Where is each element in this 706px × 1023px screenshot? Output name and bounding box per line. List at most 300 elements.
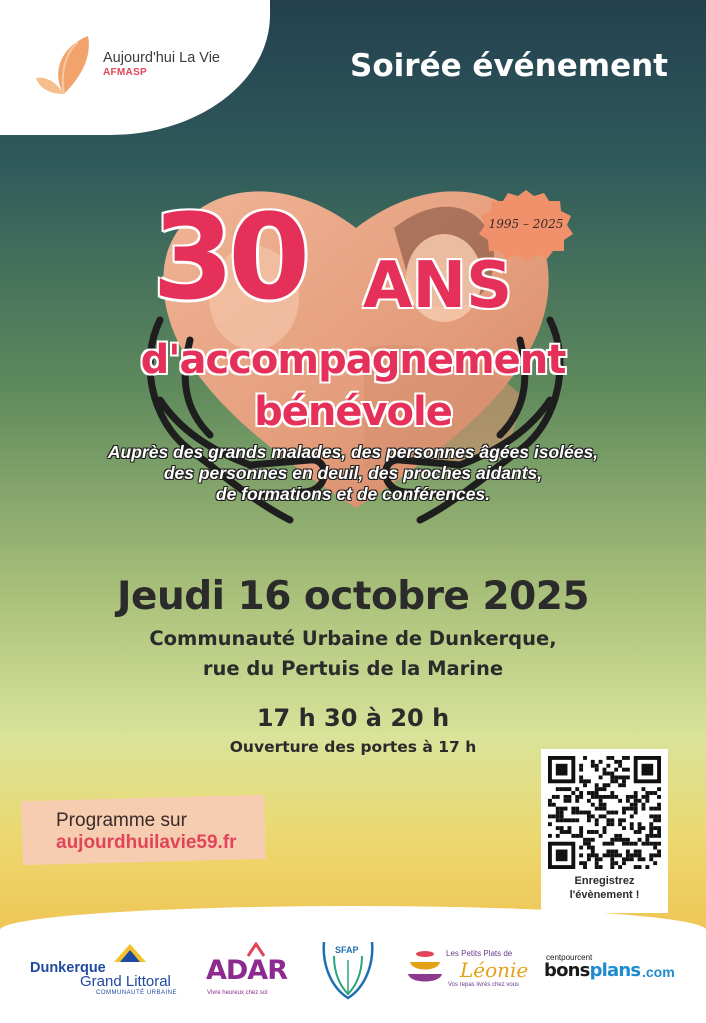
- qr-module: [614, 760, 618, 764]
- qr-module: [642, 795, 646, 799]
- qr-module: [622, 779, 626, 783]
- qr-module: [579, 846, 583, 850]
- qr-module: [606, 783, 610, 787]
- qr-module: [657, 842, 661, 846]
- qr-module: [634, 842, 638, 846]
- qr-module: [567, 826, 571, 830]
- qr-module: [645, 791, 649, 795]
- qr-module: [606, 850, 610, 854]
- qr-module: [653, 853, 657, 857]
- description-line: Auprès des grands malades, des personnes âgées isolées,: [107, 442, 599, 462]
- qr-module: [583, 861, 587, 865]
- qr-module: [603, 826, 607, 830]
- qr-module: [579, 779, 583, 783]
- qr-module: [603, 783, 607, 787]
- qr-module: [556, 826, 560, 830]
- qr-module: [634, 803, 638, 807]
- qr-module: [626, 807, 630, 811]
- qr-module: [579, 775, 583, 779]
- qr-module: [614, 811, 618, 815]
- qr-module: [653, 842, 657, 846]
- qr-module: [599, 795, 603, 799]
- qr-module: [657, 803, 661, 807]
- qr-module: [614, 834, 618, 838]
- qr-module: [610, 850, 614, 854]
- qr-module: [657, 826, 661, 830]
- qr-module: [618, 760, 622, 764]
- qr-module: [583, 779, 587, 783]
- qr-module: [587, 799, 591, 803]
- qr-module: [560, 818, 564, 822]
- qr-module: [595, 768, 599, 772]
- qr-module: [579, 861, 583, 865]
- qr-module: [642, 787, 646, 791]
- qr-module: [591, 850, 595, 854]
- event-time: 17 h 30 à 20 h: [256, 704, 450, 732]
- qr-module: [649, 842, 653, 846]
- qr-module: [610, 779, 614, 783]
- qr-module: [575, 799, 579, 803]
- qr-module: [599, 775, 603, 779]
- qr-module: [587, 791, 591, 795]
- qr-module: [587, 838, 591, 842]
- qr-caption: [541, 874, 668, 902]
- qr-module: [583, 865, 587, 869]
- qr-module: [638, 865, 642, 869]
- org-name: Aujourd'hui La Vie: [103, 50, 220, 66]
- qr-module: [645, 799, 649, 803]
- qr-module: [626, 838, 630, 842]
- qr-module: [630, 826, 634, 830]
- qr-module: [587, 818, 591, 822]
- qr-module: [595, 853, 599, 857]
- qr-module: [599, 760, 603, 764]
- qr-module: [579, 791, 583, 795]
- qr-module: [548, 803, 552, 807]
- qr-module: [610, 853, 614, 857]
- qr-module: [657, 795, 661, 799]
- qr-module: [610, 791, 614, 795]
- partner-leonie-tag: Vos repas livrés chez vous: [448, 982, 520, 988]
- qr-module: [587, 779, 591, 783]
- qr-module: [603, 772, 607, 776]
- partner-adar: ADAR: [206, 955, 287, 986]
- qr-module: [653, 807, 657, 811]
- qr-module: [657, 787, 661, 791]
- qr-module: [606, 818, 610, 822]
- qr-module: [618, 865, 622, 869]
- qr-module: [634, 799, 638, 803]
- qr-module: [571, 818, 575, 822]
- qr-module: [583, 838, 587, 842]
- bowls-icon: [404, 948, 446, 988]
- qr-module: [610, 822, 614, 826]
- qr-module: [556, 814, 560, 818]
- qr-module: [653, 861, 657, 865]
- qr-module: [606, 772, 610, 776]
- qr-module: [610, 795, 614, 799]
- qr-module: [575, 834, 579, 838]
- qr-module: [610, 857, 614, 861]
- qr-module: [626, 756, 630, 760]
- qr-module: [638, 850, 642, 854]
- qr-module: [630, 857, 634, 861]
- qr-module: [645, 838, 649, 842]
- qr-module: [649, 857, 653, 861]
- qr-module: [618, 799, 622, 803]
- qr-module: [657, 834, 661, 838]
- qr-module: [560, 814, 564, 818]
- qr-module: [642, 826, 646, 830]
- program-link[interactable]: aujourdhuilavie59.fr: [56, 832, 237, 853]
- qr-module: [630, 853, 634, 857]
- qr-module: [626, 768, 630, 772]
- qr-module: [657, 853, 661, 857]
- qr-module: [603, 795, 607, 799]
- qr-module: [575, 811, 579, 815]
- years-range: 1995 – 2025: [488, 217, 564, 231]
- program-label: Programme sur: [56, 810, 187, 831]
- org-subtitle: AFMASP: [103, 67, 148, 78]
- qr-module: [642, 803, 646, 807]
- qr-module: [587, 853, 591, 857]
- qr-module: [626, 842, 630, 846]
- qr-module: [579, 834, 583, 838]
- qr-module: [567, 830, 571, 834]
- description: [0, 442, 706, 505]
- qr-module: [603, 807, 607, 811]
- qr-module: [653, 814, 657, 818]
- qr-module: [618, 822, 622, 826]
- qr-module: [622, 768, 626, 772]
- qr-module: [556, 834, 560, 838]
- qr-module: [599, 803, 603, 807]
- anniversary-number: 30: [152, 188, 305, 326]
- qr-module: [552, 803, 556, 807]
- qr-module: [638, 830, 642, 834]
- qr-module: [622, 775, 626, 779]
- qr-module: [564, 799, 568, 803]
- qr-finder: [556, 850, 568, 862]
- qr-module: [618, 764, 622, 768]
- qr-module: [606, 842, 610, 846]
- qr-module: [645, 842, 649, 846]
- qr-module: [571, 811, 575, 815]
- qr-module: [610, 838, 614, 842]
- qr-module: [595, 807, 599, 811]
- qr-module: [595, 861, 599, 865]
- description-line: de formations et de conférences.: [215, 484, 491, 504]
- qr-module: [591, 764, 595, 768]
- qr-module: [599, 799, 603, 803]
- qr-module: [626, 857, 630, 861]
- anniversary-ans: ANS: [363, 249, 513, 323]
- qr-module: [626, 850, 630, 854]
- qr-module: [571, 807, 575, 811]
- qr-module: [579, 853, 583, 857]
- qr-module: [634, 830, 638, 834]
- qr-module: [575, 795, 579, 799]
- qr-module: [591, 853, 595, 857]
- qr-module: [649, 830, 653, 834]
- qr-module: [603, 814, 607, 818]
- qr-module: [618, 783, 622, 787]
- qr-module: [591, 814, 595, 818]
- qr-module: [583, 783, 587, 787]
- event-place: [0, 624, 706, 684]
- qr-module: [649, 853, 653, 857]
- qr-module: [591, 795, 595, 799]
- qr-module: [579, 811, 583, 815]
- qr-module: [622, 861, 626, 865]
- qr-module: [638, 857, 642, 861]
- qr-module: [567, 799, 571, 803]
- qr-module: [567, 818, 571, 822]
- qr-module: [638, 799, 642, 803]
- partner-dunkerque: Dunkerque: [30, 960, 106, 976]
- qr-module: [606, 822, 610, 826]
- qr-module: [606, 764, 610, 768]
- qr-module: [556, 811, 560, 815]
- partner-centpourcent: centpourcent: [546, 953, 593, 962]
- qr-module: [603, 830, 607, 834]
- qr-module: [556, 787, 560, 791]
- qr-module: [548, 814, 552, 818]
- qr-module: [606, 756, 610, 760]
- qr-module: [583, 811, 587, 815]
- qr-module: [587, 811, 591, 815]
- qr-module: [626, 795, 630, 799]
- qr-module: [638, 822, 642, 826]
- qr-module: [657, 818, 661, 822]
- qr-module: [622, 783, 626, 787]
- qr-module: [610, 861, 614, 865]
- qr-module: [556, 795, 560, 799]
- qr-module: [630, 814, 634, 818]
- qr-module: [567, 787, 571, 791]
- qr-module: [614, 861, 618, 865]
- qr-module: [649, 834, 653, 838]
- qr-module: [657, 814, 661, 818]
- qr-module: [556, 818, 560, 822]
- qr-module: [579, 768, 583, 772]
- qr-module: [657, 807, 661, 811]
- qr-module: [649, 814, 653, 818]
- qr-module: [595, 795, 599, 799]
- qr-module: [645, 795, 649, 799]
- qr-module: [653, 826, 657, 830]
- qr-module: [622, 811, 626, 815]
- qr-module: [575, 818, 579, 822]
- qr-module: [634, 850, 638, 854]
- qr-module: [591, 830, 595, 834]
- headline-line1: d'accompagnement: [140, 337, 566, 383]
- qr-module: [634, 865, 638, 869]
- dunkerque-logo-icon: [112, 942, 148, 964]
- qr-module: [614, 775, 618, 779]
- partner-leonie: Léonie: [460, 958, 529, 982]
- qr-module: [657, 830, 661, 834]
- qr-module: [564, 830, 568, 834]
- qr-module: [595, 787, 599, 791]
- qr-module: [614, 850, 618, 854]
- qr-module: [634, 791, 638, 795]
- qr-module: [649, 807, 653, 811]
- qr-module: [653, 846, 657, 850]
- qr-module: [548, 799, 552, 803]
- qr-module: [599, 814, 603, 818]
- qr-module: [634, 795, 638, 799]
- qr-module: [552, 814, 556, 818]
- bonsplans-part1: bons: [544, 960, 590, 981]
- qr-module: [579, 830, 583, 834]
- qr-module: [599, 787, 603, 791]
- qr-module: [649, 826, 653, 830]
- qr-module: [630, 842, 634, 846]
- partner-bonsplans-domain: .com: [642, 964, 675, 980]
- headline-line2: bénévole: [254, 389, 452, 435]
- qr-module: [653, 791, 657, 795]
- qr-module: [642, 807, 646, 811]
- qr-module: [548, 834, 552, 838]
- qr-module: [622, 857, 626, 861]
- qr-module: [622, 818, 626, 822]
- qr-module: [587, 857, 591, 861]
- qr-module: [564, 807, 568, 811]
- bonsplans-part2: plans: [589, 960, 641, 981]
- qr-module: [587, 842, 591, 846]
- qr-module: [630, 807, 634, 811]
- qr-module: [618, 838, 622, 842]
- qr-module: [552, 795, 556, 799]
- qr-module: [560, 826, 564, 830]
- qr-module: [634, 853, 638, 857]
- qr-finder: [556, 764, 568, 776]
- partner-dunkerque-tag: COMMUNAUTÉ URBAINE: [96, 990, 178, 996]
- qr-code[interactable]: [548, 756, 661, 869]
- qr-module: [591, 803, 595, 807]
- qr-module: [610, 842, 614, 846]
- qr-module: [603, 853, 607, 857]
- qr-module: [571, 791, 575, 795]
- qr-module: [649, 822, 653, 826]
- qr-module: [603, 803, 607, 807]
- qr-module: [603, 787, 607, 791]
- qr-module: [556, 807, 560, 811]
- description-line: des personnes en deuil, des proches aidants,: [163, 463, 543, 483]
- qr-module: [638, 838, 642, 842]
- qr-module: [622, 842, 626, 846]
- qr-module: [564, 818, 568, 822]
- qr-module: [579, 764, 583, 768]
- qr-module: [653, 818, 657, 822]
- qr-module: [587, 846, 591, 850]
- qr-module: [645, 834, 649, 838]
- qr-module: [599, 807, 603, 811]
- qr-module: [603, 842, 607, 846]
- qr-caption-line1: Enregistrez: [574, 875, 635, 887]
- qr-module: [595, 764, 599, 768]
- qr-module: [567, 795, 571, 799]
- qr-module: [560, 807, 564, 811]
- qr-module: [649, 791, 653, 795]
- qr-module: [595, 857, 599, 861]
- qr-module: [618, 818, 622, 822]
- butterfly-icon: [30, 32, 100, 98]
- qr-module: [595, 818, 599, 822]
- event-title: Soirée événement: [350, 48, 668, 84]
- qr-module: [610, 811, 614, 815]
- partner-bonsplans: [544, 960, 640, 981]
- event-date: Jeudi 16 octobre 2025: [116, 574, 589, 619]
- doors-opening: Ouverture des portes à 17 h: [229, 738, 477, 756]
- qr-module: [634, 807, 638, 811]
- qr-module: [591, 760, 595, 764]
- qr-module: [599, 865, 603, 869]
- qr-module: [618, 834, 622, 838]
- qr-module: [622, 756, 626, 760]
- qr-module: [645, 865, 649, 869]
- qr-module: [630, 822, 634, 826]
- qr-module: [614, 853, 618, 857]
- qr-module: [583, 842, 587, 846]
- qr-module: [575, 807, 579, 811]
- qr-module: [606, 795, 610, 799]
- qr-module: [610, 818, 614, 822]
- qr-module: [595, 791, 599, 795]
- qr-caption-line2: l'évènement !: [569, 889, 640, 901]
- qr-module: [599, 834, 603, 838]
- qr-module: [595, 783, 599, 787]
- qr-module: [564, 787, 568, 791]
- qr-module: [626, 799, 630, 803]
- qr-module: [587, 814, 591, 818]
- qr-module: [638, 853, 642, 857]
- qr-module: [591, 846, 595, 850]
- place-line1: Communauté Urbaine de Dunkerque,: [149, 627, 557, 650]
- qr-module: [642, 842, 646, 846]
- partner-petits-plats: Les Petits Plats de: [446, 949, 513, 958]
- partner-sfap: SFAP: [335, 945, 359, 955]
- qr-module: [591, 791, 595, 795]
- qr-module: [622, 826, 626, 830]
- qr-module: [595, 822, 599, 826]
- qr-module: [610, 865, 614, 869]
- qr-finder: [642, 764, 654, 776]
- partner-adar-tag: Vivre heureux chez soi: [207, 990, 268, 996]
- qr-module: [564, 795, 568, 799]
- qr-module: [622, 838, 626, 842]
- qr-module: [579, 795, 583, 799]
- qr-module: [614, 768, 618, 772]
- qr-module: [560, 811, 564, 815]
- qr-module: [653, 834, 657, 838]
- qr-module: [626, 775, 630, 779]
- qr-module: [614, 838, 618, 842]
- place-line2: rue du Pertuis de la Marine: [202, 657, 504, 680]
- qr-module: [618, 853, 622, 857]
- qr-module: [630, 795, 634, 799]
- qr-module: [610, 756, 614, 760]
- qr-module: [548, 822, 552, 826]
- qr-module: [560, 830, 564, 834]
- qr-module: [599, 857, 603, 861]
- qr-module: [587, 830, 591, 834]
- qr-module: [606, 811, 610, 815]
- qr-module: [614, 779, 618, 783]
- qr-module: [634, 811, 638, 815]
- qr-module: [575, 787, 579, 791]
